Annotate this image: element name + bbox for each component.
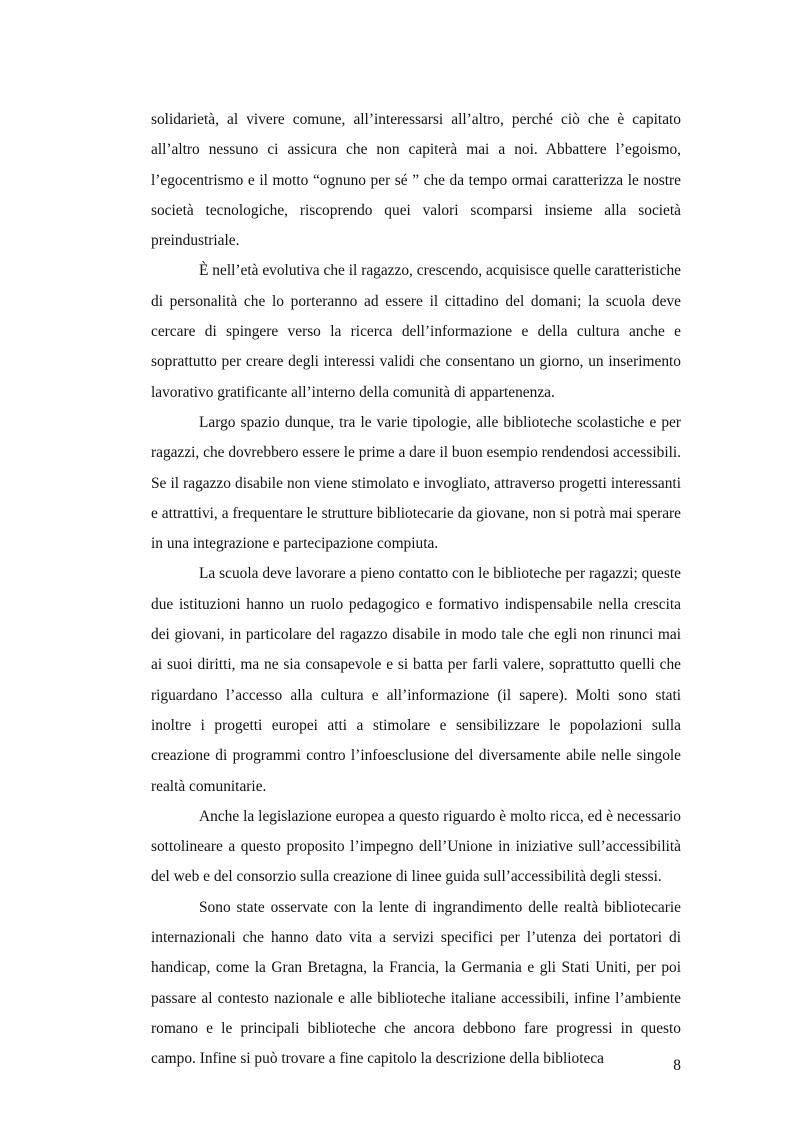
paragraph-2: È nell’età evolutiva che il ragazzo, crescendo, acquisisce quelle caratteristiche di personalità che lo porteranno ad essere il cittadino del domani; la scuola deve cercare di spingere verso la ricerca dell’informazione e della cultura anche e soprattutto per creare degli interessi validi che consentano un giorno, un inserimento lavorativo gratificante all’interno della comunità di appartenenza. [151,262,681,401]
paragraph-5: Anche la legislazione europea a questo riguardo è molto ricca, ed è necessario sottolineare a questo proposito l’impegno dell’Unione in iniziative sull’accessibilità del web e del consorzio sulla creazione di linee guida sull’accessibilità degli stessi. [151,807,681,886]
document-body [151,105,681,1075]
page-number: 8 [673,1057,681,1074]
paragraph-3: Largo spazio dunque, tra le varie tipologie, alle biblioteche scolastiche e per ragazzi, che dovrebbero essere le prime a dare il buon esempio rendendosi accessibili. Se il ragazzo disabile non viene stimolato e invogliato, attraverso progetti interessanti e attrattivi, a frequentare le strutture bibliotecarie da giovane, non si potrà mai sperare in una integrazione e partecipazione compiuta. [151,413,681,553]
paragraph-6: Sono state osservate con la lente di ingrandimento delle realtà bibliotecarie internazionali che hanno dato vita a servizi specifici per l’utenza dei portatori di handicap, come la Gran Bretagna, la Francia, la Germania e gli Stati Uniti, per poi passare al contesto nazionale e alle biblioteche italiane accessibili, infine l’ambiente romano e le principali biblioteche che ancora debbono fare progressi in questo campo. Infine si può trovare a fine capitolo la descrizione della biblioteca [151,898,681,1068]
paragraph-4: La scuola deve lavorare a pieno contatto con le biblioteche per ragazzi; queste due istituzioni hanno un ruolo pedagogico e formativo indispensabile nella crescita dei giovani, in particolare del ragazzo disabile in modo tale che egli non rinunci mai ai suoi diritti, ma ne sia consapevole e si batta per farli valere, soprattutto quelli che riguardano l’accesso alla cultura e all’informazione (il sapere). Molti sono stati inoltre i progetti europei atti a stimolare e sensibilizzare le popolazioni sulla creazione di programmi contro l’infoesclusione del diversamente abile nelle singole realtà comunitarie. [151,565,681,795]
paragraph-1: solidarietà, al vivere comune, all’interessarsi all’altro, perché ciò che è capitato all’altro nessuno ci assicura che non capiterà mai a noi. Abbattere l’egoismo, l’egocentrismo e il motto “ognuno per sé ” che da tempo ormai caratterizza le nostre società tecnologiche, riscoprendo quei valori scomparsi insieme alla società preindustriale. [151,111,681,250]
